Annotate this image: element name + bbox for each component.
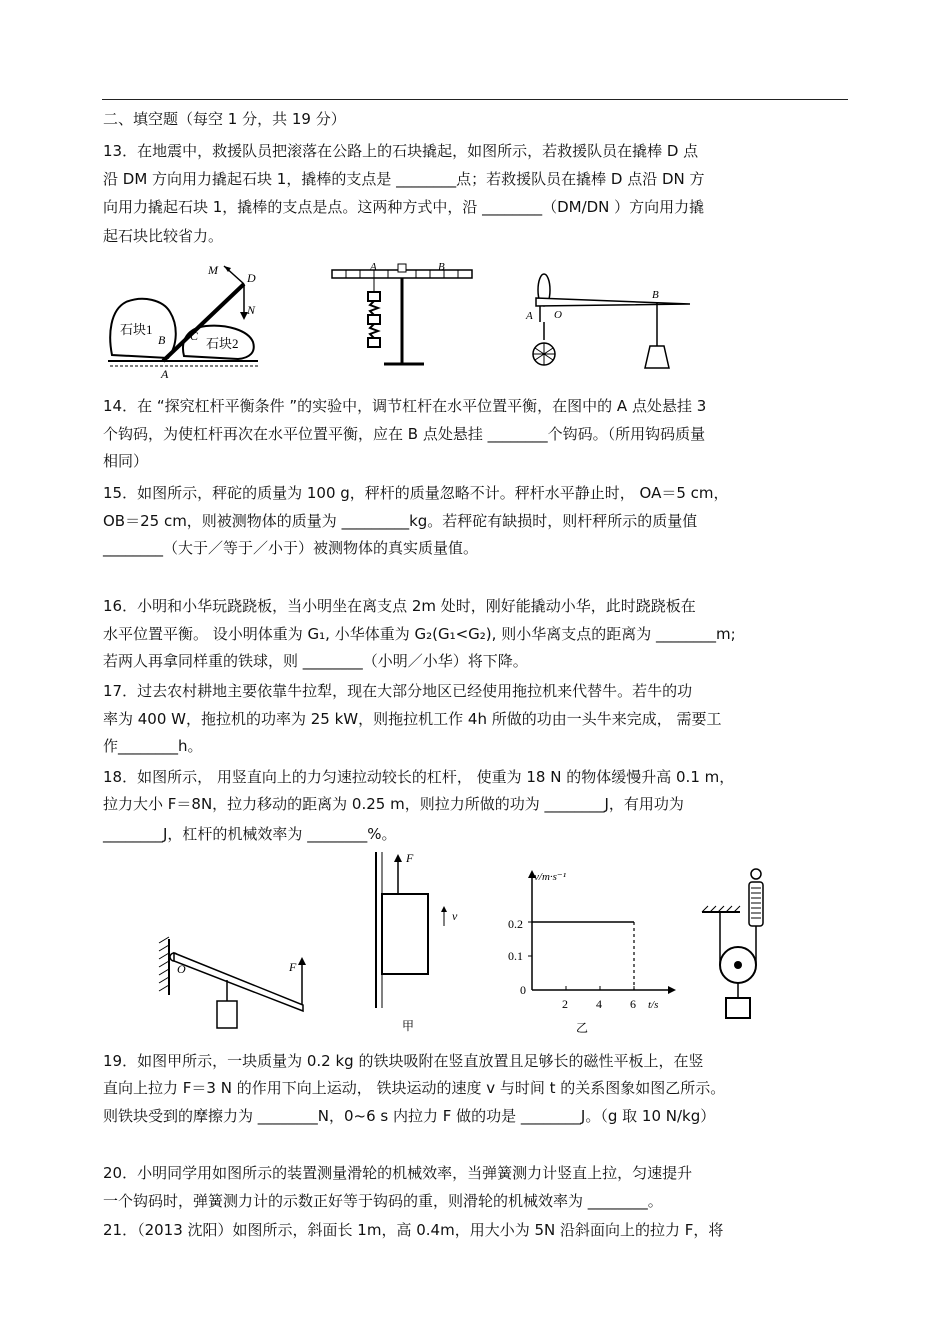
section-title: 二、填空题（每空 1 分，共 19 分）	[103, 110, 346, 128]
top-rule	[102, 99, 848, 100]
q15-line2: OB＝25 cm，则被测物体的质量为 _________kg。若秤砣有缺损时，则杆秤所示的质量值	[103, 512, 698, 530]
q17-line3: 作________h。	[103, 737, 203, 755]
q18-line2: 拉力大小 F＝8N，拉力移动的距离为 0.25 m，则拉力所做的功为 ________J，有用功为	[103, 795, 684, 813]
label-A: A	[370, 262, 377, 273]
label-B: B	[438, 262, 445, 273]
q17-line2: 率为 400 W，拖拉机的功率为 25 kW，则拖拉机工作 4h 所做的功由一头牛来完成， 需要工	[103, 710, 722, 728]
label-A: A	[161, 367, 169, 380]
steelyard-figure	[522, 270, 694, 374]
y-tick-0.1: 0.1	[508, 949, 523, 963]
label-B: B	[652, 289, 659, 301]
q16-line2: 水平位置平衡。 设小明体重为 G₁, 小华体重为 G₂(G₁<G₂), 则小华离支点的距离为 ________m;	[103, 625, 736, 643]
velocity-time-graph	[500, 866, 680, 1036]
label-O: O	[177, 962, 186, 976]
q15-line3: ________（大于／等于／小于）被测物体的真实质量值。	[103, 539, 479, 557]
q16-line3: 若两人再拿同样重的铁球，则 ________（小明／小华）将下降。	[103, 652, 528, 670]
x-tick-6: 6	[630, 997, 636, 1011]
y-axis-label: v/m·s⁻¹	[534, 871, 567, 883]
q14-line3: 相同）	[103, 452, 149, 470]
q15-line1: 15．如图所示，秤砣的质量为 100 g，秤杆的质量忽略不计。秤杆水平静止时， OA＝5 cm，	[103, 484, 729, 502]
q13-line4: 起石块比较省力。	[103, 227, 224, 245]
crowbar-figure	[108, 260, 260, 380]
q20-line2: 一个钩码时，弹簧测力计的示数正好等于钩码的重，则滑轮的机械效率为 ________。	[103, 1192, 663, 1210]
x-tick-4: 4	[596, 997, 602, 1011]
label-D: D	[247, 271, 256, 285]
label-N: N	[247, 303, 256, 317]
q19-line3: 则铁块受到的摩擦力为 ________N，0~6 s 内拉力 F 做的功是 ________J。（g 取 10 N/kg）	[103, 1107, 716, 1125]
q17-line1: 17．过去农村耕地主要依靠牛拉犁，现在大部分地区已经使用拖拉机来代替牛。若牛的功	[103, 682, 693, 700]
q21-line1: 21．（2013 沈阳）如图所示，斜面长 1m，高 0.4m，用大小为 5N 沿斜面向上的拉力 F，将	[103, 1221, 724, 1239]
label-stone1: 石块1	[120, 322, 153, 337]
label-F: F	[289, 960, 297, 974]
q19-line2: 直向上拉力 F＝3 N 的作用下向上运动， 铁块运动的速度 v 与时间 t 的关系图象如图乙所示。	[103, 1079, 726, 1097]
q18-line1: 18．如图所示， 用竖直向上的力匀速拉动较长的杠杆， 使重为 18 N 的物体缓慢升高 0.1 m，	[103, 768, 735, 786]
q20-line1: 20．小明同学用如图所示的装置测量滑轮的机械效率，当弹簧测力计竖直上拉，匀速提升	[103, 1164, 693, 1182]
q18-line3: ________J，杠杆的机械效率为 ________%。	[103, 825, 397, 843]
inclined-lever-figure	[155, 935, 315, 1035]
q13-line2: 沿 DM 方向用力撬起石块 1，撬棒的支点是 ________点；若救援队员在撬棒 D 点沿 DN 方	[103, 170, 705, 188]
magnet-plate-figure	[368, 848, 478, 1038]
q13-line3: 向用力撬起石块 1，撬棒的支点是点。这两种方式中，沿 ________（DM/DN ）方向用力撬	[103, 198, 705, 216]
y-tick-0.2: 0.2	[508, 917, 523, 931]
origin-label: 0	[520, 983, 526, 997]
q19-line1: 19．如图甲所示，一块质量为 0.2 kg 的铁块吸附在竖直放置且足够长的磁性平板上，在竖	[103, 1052, 704, 1070]
caption-jia: 甲	[402, 1019, 415, 1033]
lever-balance-figure	[328, 262, 478, 374]
x-tick-2: 2	[562, 997, 568, 1011]
label-A: A	[526, 310, 533, 322]
q14-line1: 14．在 “探究杠杆平衡条件 ”的实验中，调节杠杆在水平位置平衡，在图中的 A 点处悬挂 3	[103, 397, 707, 415]
x-axis-label: t/s	[648, 999, 659, 1011]
q13-line1: 13．在地震中，救援队员把滚落在公路上的石块撬起，如图所示，若救援队员在撬棒 D 点	[103, 142, 699, 160]
label-stone2: 石块2	[206, 336, 239, 351]
label-C: C	[190, 329, 199, 343]
label-O: O	[554, 309, 562, 321]
caption-yi: 乙	[576, 1021, 589, 1035]
q14-line2: 个钩码，为使杠杆再次在水平位置平衡，应在 B 点处悬挂 ________个钩码。（所用钩码质量	[103, 425, 706, 443]
label-M: M	[208, 263, 218, 277]
label-v: v	[452, 909, 458, 923]
label-F: F	[406, 851, 414, 865]
label-B: B	[158, 333, 166, 347]
pulley-figure	[700, 860, 790, 1030]
q16-line1: 16．小明和小华玩跷跷板，当小明坐在离支点 2m 处时，刚好能撬动小华，此时跷跷板在	[103, 597, 696, 615]
